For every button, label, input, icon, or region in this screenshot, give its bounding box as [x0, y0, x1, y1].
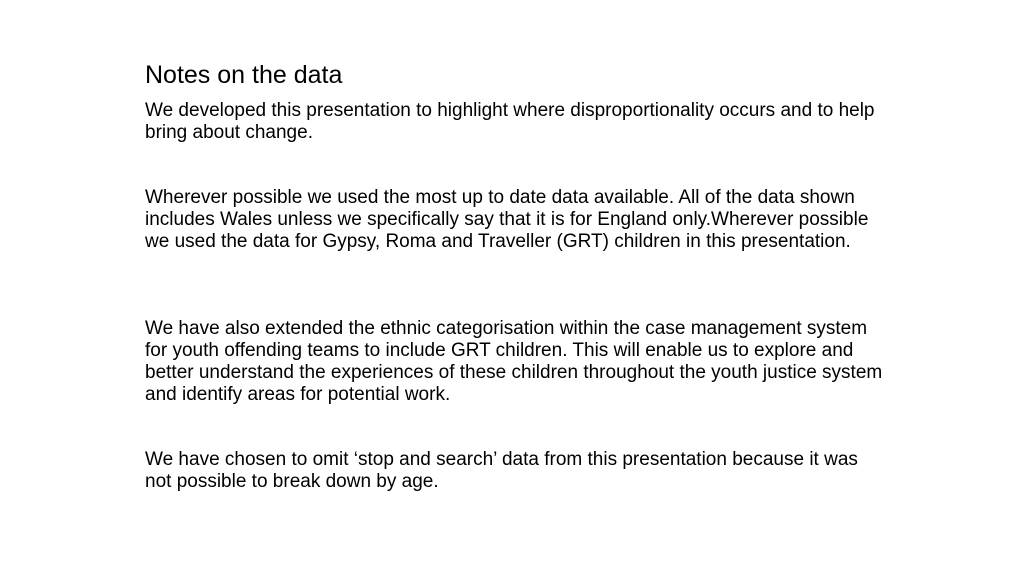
paragraph-stop-and-search: We have chosen to omit ‘stop and search’ data from this presentation because it was not possible to break down by age. [145, 449, 858, 492]
paragraph-ethnic-categorisation: We have also extended the ethnic categorisation within the case management system for youth offending teams to include GRT children. This will enable us to explore and better understand the experiences of these children throughout the youth justice system and identify areas for potential work. [145, 318, 883, 405]
slide-title: Notes on the data [145, 61, 343, 89]
paragraph-purpose: We developed this presentation to highlight where disproportionality occurs and to help bring about change. [145, 100, 875, 143]
paragraph-data-sources: Wherever possible we used the most up to date data available. All of the data shown includes Wales unless we specifically say that it is for England only.Wherever possible we used the data for Gypsy, Roma and Traveller (GRT) children in this presentation. [145, 187, 869, 252]
